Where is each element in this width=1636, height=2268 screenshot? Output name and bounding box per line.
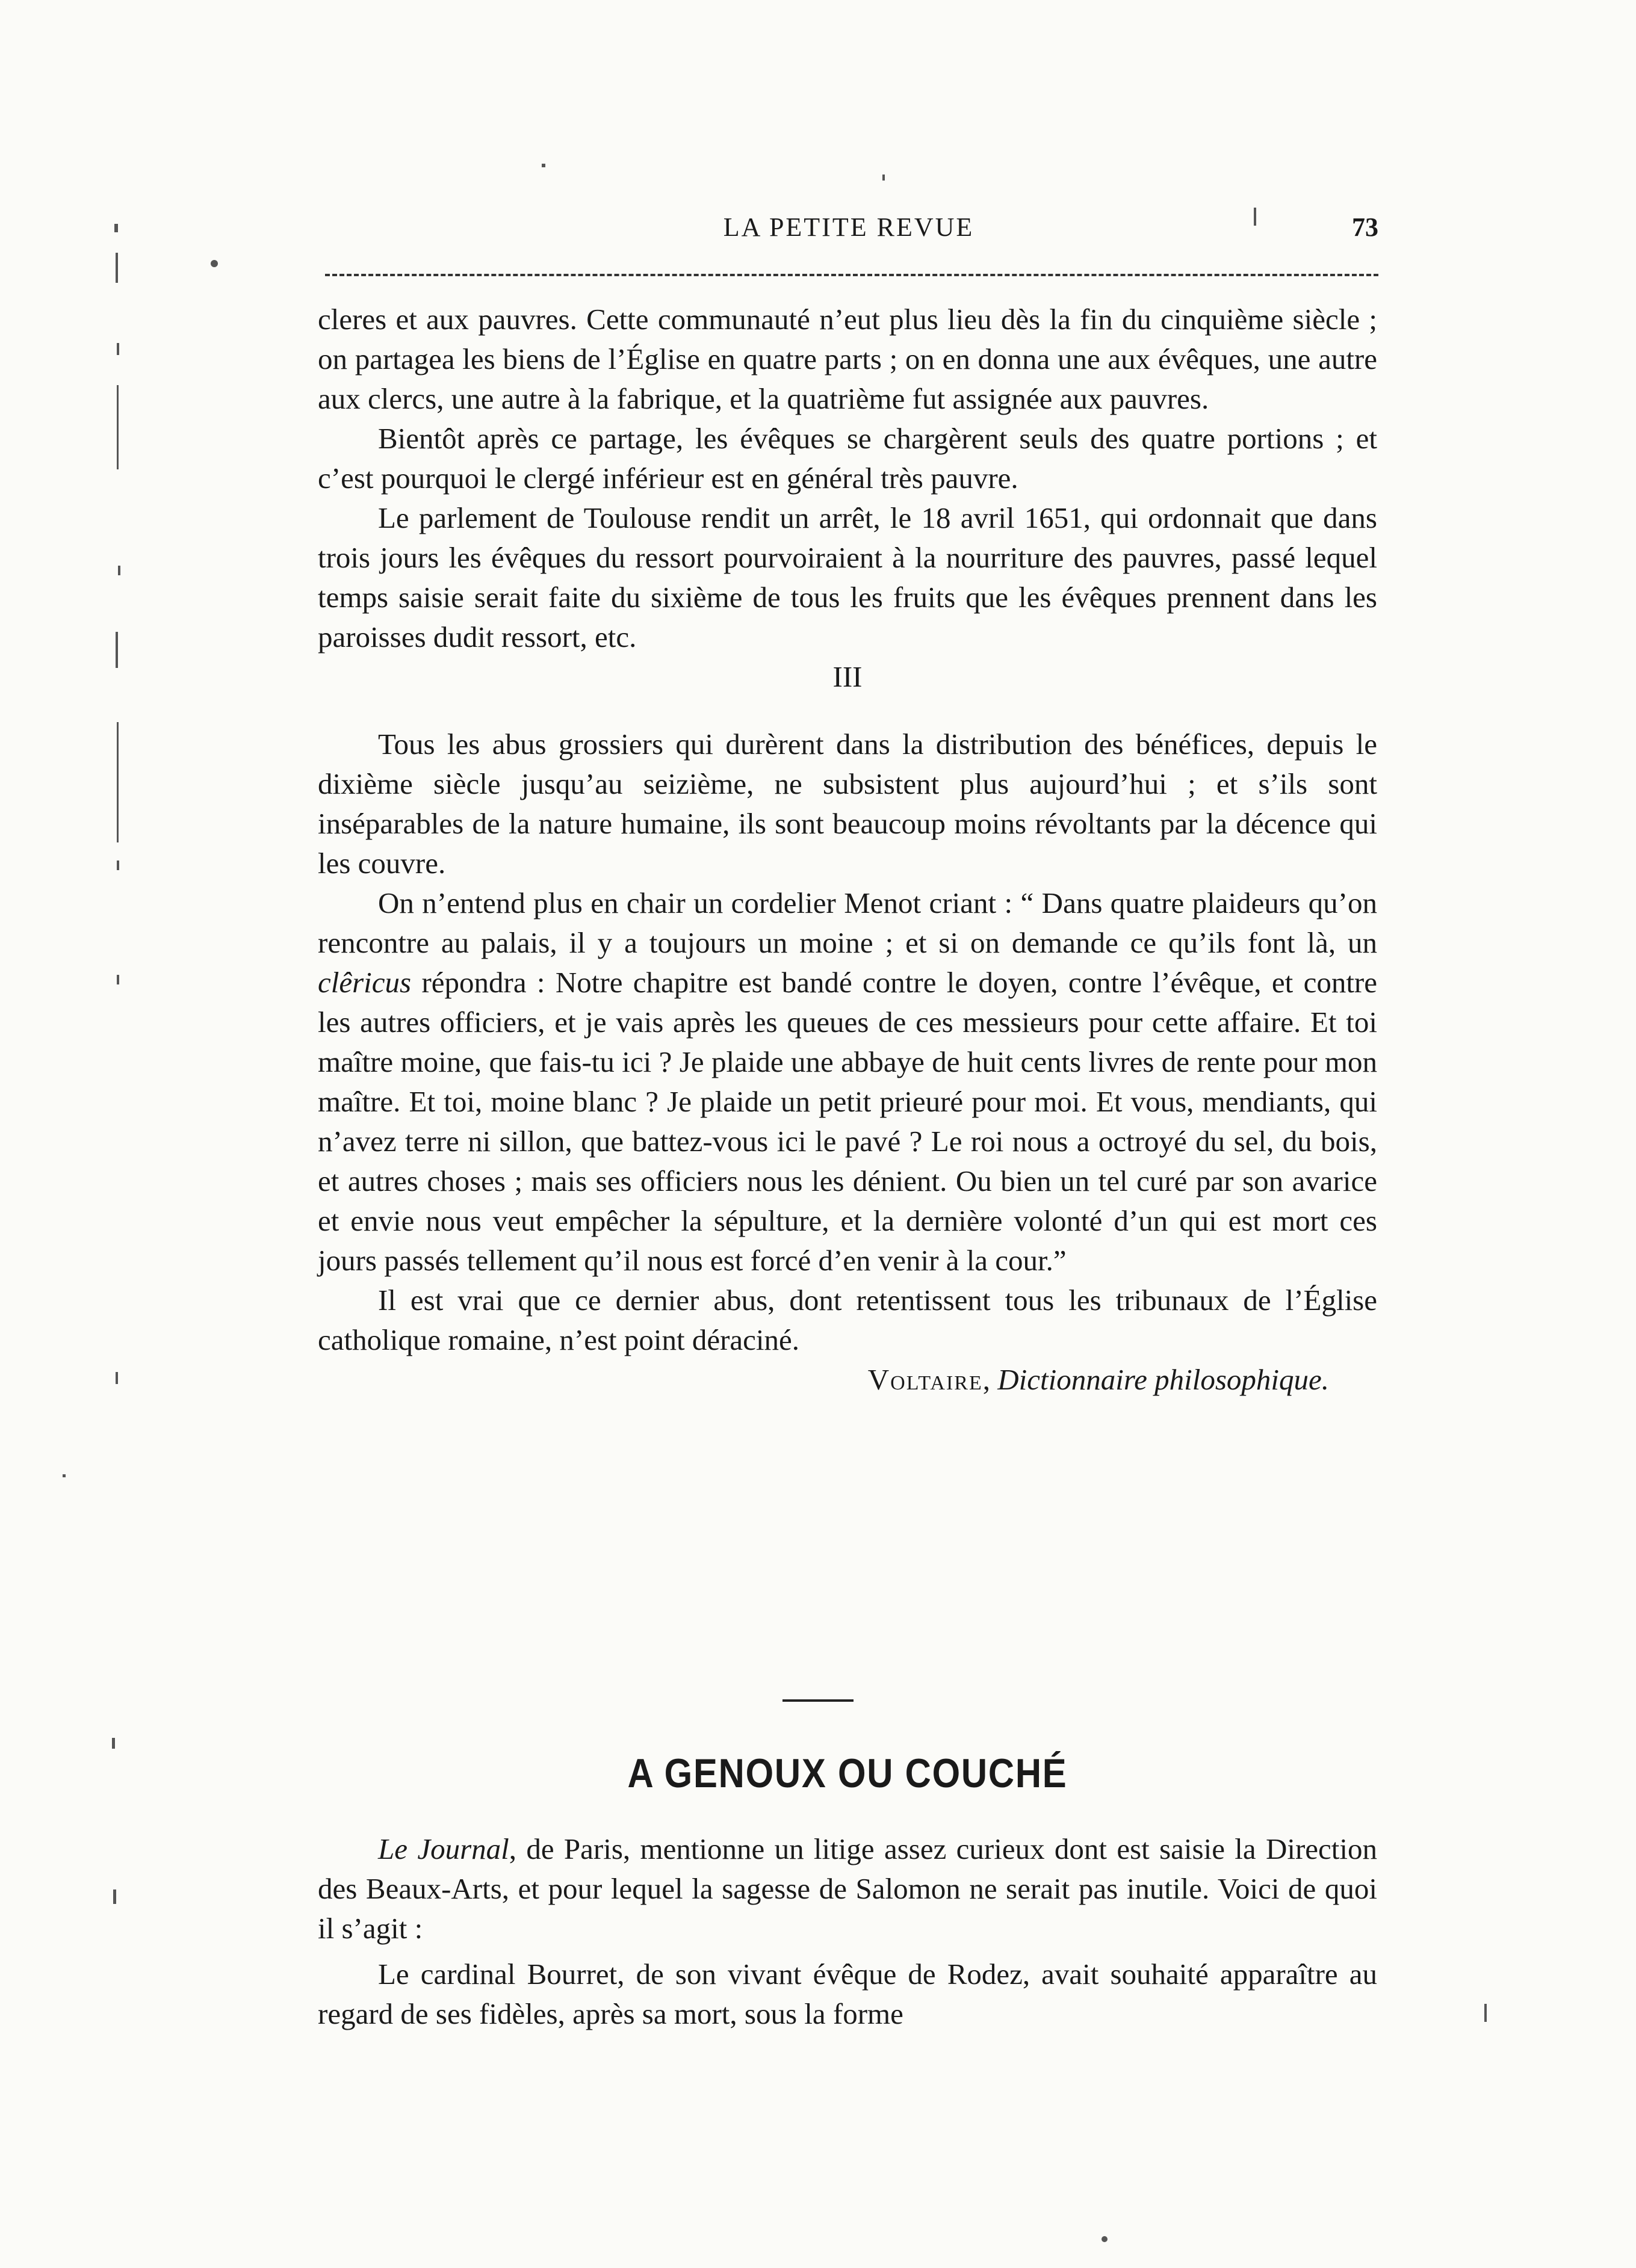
article-title: A GENOUX OU COUCHÉ [627,1750,1068,1796]
paragraph: cleres et aux pauvres. Cette communauté n’eut plus lieu dès la fin du cinquième siècle ; on partagea les biens de l’Église en quatre parts ; on en donna une aux évêques, une autre aux clercs, une autre à la fabrique, et la quatrième fut assignée aux pauvres. [318,303,1377,415]
running-title: LA PETITE REVUE [723,212,974,242]
quote-paragraph [318,883,1377,1281]
scan-speck [1254,208,1256,226]
scan-speck [117,343,119,355]
signature [318,1360,1377,1400]
scan-speck [118,566,120,575]
quote-italic-word: clêricus [318,966,412,999]
section-numeral: III [832,660,863,693]
paragraph: Bientôt après ce partage, les évêques se chargèrent seuls des quatre portions ; et c’est pourquoi le clergé inférieur est en général très pauvre. [318,422,1377,495]
scan-speck [882,175,885,181]
scan-speck [1484,2004,1487,2022]
intro-text: , de Paris, mentionne un litige assez curieux dont est saisie la Direction des Beaux-Arts, et pour lequel la sagesse de Salomon ne serait pas inutile. Voici de quoi il s’agit : [318,1832,1377,1945]
scan-speck [117,975,119,984]
signature-separator: , [982,1363,998,1396]
scan-speck [113,1889,116,1904]
header-rule [325,274,1378,276]
section-gap [318,697,1377,725]
paragraph: Tous les abus grossiers qui durèrent dans la distribution des bénéfices, depuis le dixième siècle jusqu’au seizième, ne subsistent plus aujourd’hui ; et s’ils sont inséparables de la nature humaine, ils sont beaucoup moins révoltants par la décence qui les couvre. [318,728,1377,880]
new-article [318,1829,1377,2040]
signature-author: Voltaire [867,1363,983,1396]
article-divider [782,1699,854,1702]
scan-speck [116,1372,118,1384]
scan-speck [112,1738,115,1749]
scan-speck [114,224,118,232]
scan-speck [116,632,118,668]
page-number: 73 [1352,212,1378,242]
journal-name: Le Journal [378,1832,509,1865]
scan-speck [63,1474,66,1477]
scan-speck [116,253,118,283]
paragraph: Le parlement de Toulouse rendit un arrêt, le 18 avril 1651, qui ordonnait que dans trois jours les évêques du ressort pourvoiraient à la nourriture des pauvres, passé lequel temps saisie serait faite du sixième de tous les fruits que les évêques prennent dans les paroisses dudit ressort, etc. [318,501,1377,654]
scan-speck [211,260,218,267]
scan-speck [117,861,119,870]
scan-speck [117,385,119,469]
scan-speck [1102,2236,1108,2242]
signature-work: Dictionnaire philosophique. [997,1363,1329,1396]
scan-speck [542,164,545,167]
running-header [319,212,1378,254]
scan-speck [117,722,119,842]
quote-text-end: répondra : Notre chapitre est bandé contre le doyen, contre l’évêque, et contre les autres officiers, et je vais après les queues de ces messieurs pour cette affaire. Et toi maître moine, que fais-tu ici ? Je plaide une abbaye de huit cents livres de rente pour mon maître. Et toi, moine blanc ? Je plaide un petit prieuré pour moi. Et vous, mendiants, qui n’avez terre ni sillon, que battez-vous ici le pavé ? Le roi nous a octroyé du sel, du bois, et autres choses ; mais ses officiers nous les dénient. Ou bien un tel curé par son avarice et envie nous veut empêcher la sépulture, et la dernière volonté d’un qui est mort ces jours passés tellement qu’il nous est forcé d’en venir à la cour.” [318,966,1377,1277]
paragraph: Le cardinal Bourret, de son vivant évêque de Rodez, avait souhaité apparaître au regard de ses fidèles, après sa mort, sous la forme [318,1957,1377,2030]
quote-text-start: On n’entend plus en chair un cordelier Menot criant : “ Dans quatre plaideurs qu’on rencontre au palais, il y a toujours un moine ; et si on demande ce qu’ils font là, un [318,886,1377,959]
paragraph [318,1829,1377,1948]
continued-article [318,300,1377,1400]
paragraph: Il est vrai que ce dernier abus, dont retentissent tous les tribunaux de l’Église catholique romaine, n’est point déraciné. [318,1284,1377,1356]
